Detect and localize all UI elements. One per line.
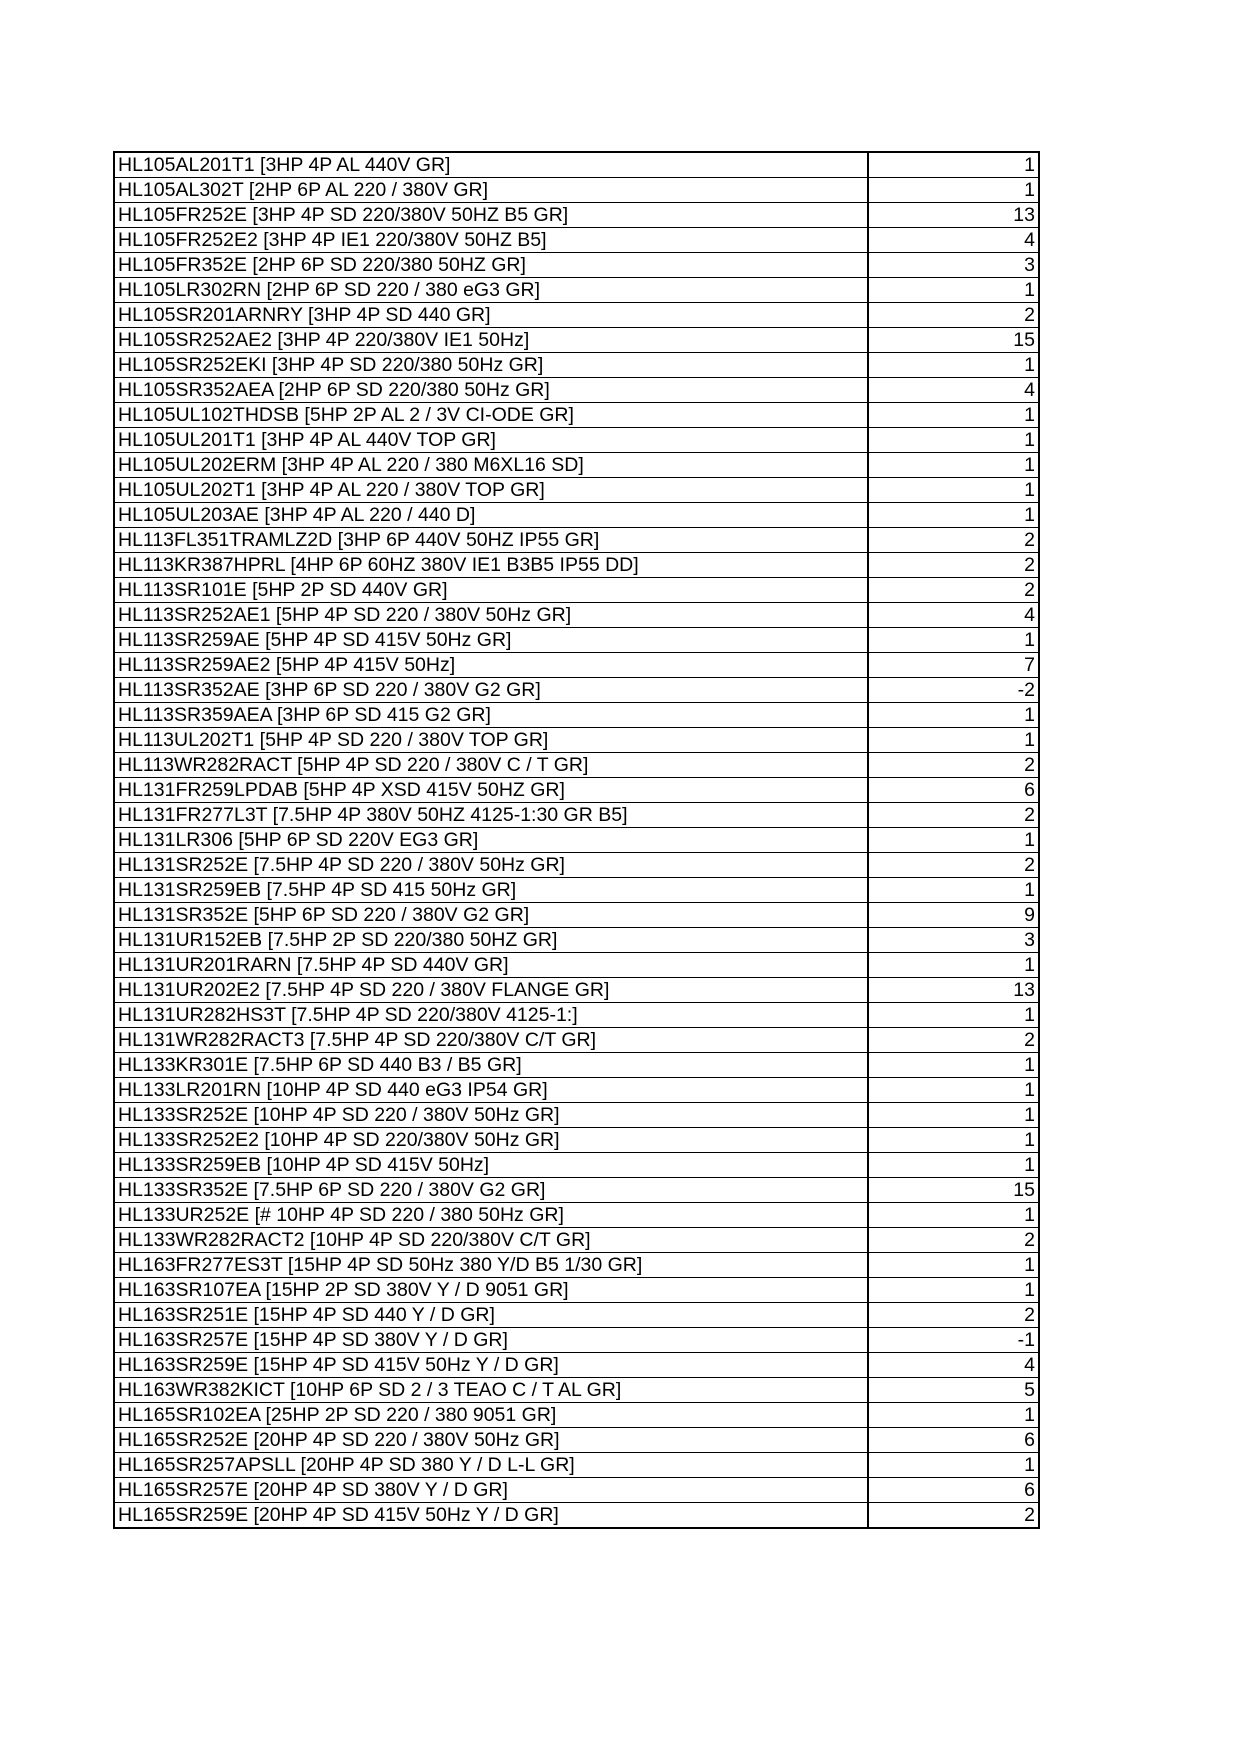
table-row bbox=[114, 1328, 1039, 1353]
table-row bbox=[114, 803, 1039, 828]
table-row bbox=[114, 1428, 1039, 1453]
item-description-cell: HL113SR101E [5HP 2P SD 440V GR] bbox=[114, 578, 868, 603]
quantity-cell: 1 bbox=[868, 1078, 1039, 1103]
quantity-cell: 6 bbox=[868, 778, 1039, 803]
quantity-cell: 1 bbox=[868, 1103, 1039, 1128]
item-description-cell: HL105AL302T [2HP 6P AL 220 / 380V GR] bbox=[114, 178, 868, 203]
inventory-table bbox=[113, 151, 1040, 1529]
item-description-cell: HL105AL201T1 [3HP 4P AL 440V GR] bbox=[114, 152, 868, 178]
item-description-cell: HL165SR259E [20HP 4P SD 415V 50Hz Y / D GR] bbox=[114, 1503, 868, 1529]
item-description-cell: HL105SR352AEA [2HP 6P SD 220/380 50Hz GR] bbox=[114, 378, 868, 403]
item-description-cell: HL165SR252E [20HP 4P SD 220 / 380V 50Hz GR] bbox=[114, 1428, 868, 1453]
item-description-cell: HL131WR282RACT3 [7.5HP 4P SD 220/380V C/T GR] bbox=[114, 1028, 868, 1053]
table-row bbox=[114, 528, 1039, 553]
quantity-cell: 1 bbox=[868, 278, 1039, 303]
table-row bbox=[114, 1128, 1039, 1153]
table-row bbox=[114, 603, 1039, 628]
table-row bbox=[114, 1078, 1039, 1103]
item-description-cell: HL133LR201RN [10HP 4P SD 440 eG3 IP54 GR] bbox=[114, 1078, 868, 1103]
item-description-cell: HL163WR382KICT [10HP 6P SD 2 / 3 TEAO C / T AL GR] bbox=[114, 1378, 868, 1403]
item-description-cell: HL165SR257APSLL [20HP 4P SD 380 Y / D L-L GR] bbox=[114, 1453, 868, 1478]
table-row bbox=[114, 1053, 1039, 1078]
quantity-cell: 4 bbox=[868, 603, 1039, 628]
table-row bbox=[114, 178, 1039, 203]
quantity-cell: 1 bbox=[868, 1403, 1039, 1428]
item-description-cell: HL105UL102THDSB [5HP 2P AL 2 / 3V CI-ODE GR] bbox=[114, 403, 868, 428]
table-row bbox=[114, 1103, 1039, 1128]
quantity-cell: 5 bbox=[868, 1378, 1039, 1403]
quantity-cell: 1 bbox=[868, 428, 1039, 453]
table-row bbox=[114, 653, 1039, 678]
quantity-cell: 2 bbox=[868, 1228, 1039, 1253]
table-row bbox=[114, 853, 1039, 878]
quantity-cell: 2 bbox=[868, 853, 1039, 878]
quantity-cell: 1 bbox=[868, 878, 1039, 903]
table-row bbox=[114, 578, 1039, 603]
quantity-cell: 1 bbox=[868, 728, 1039, 753]
quantity-cell: 2 bbox=[868, 1303, 1039, 1328]
item-description-cell: HL105UL202ERM [3HP 4P AL 220 / 380 M6XL16 SD] bbox=[114, 453, 868, 478]
item-description-cell: HL131LR306 [5HP 6P SD 220V EG3 GR] bbox=[114, 828, 868, 853]
quantity-cell: 2 bbox=[868, 1503, 1039, 1529]
table-row bbox=[114, 703, 1039, 728]
quantity-cell: 1 bbox=[868, 1153, 1039, 1178]
quantity-cell: 3 bbox=[868, 928, 1039, 953]
item-description-cell: HL105SR252EKI [3HP 4P SD 220/380 50Hz GR] bbox=[114, 353, 868, 378]
item-description-cell: HL105UL203AE [3HP 4P AL 220 / 440 D] bbox=[114, 503, 868, 528]
table-row bbox=[114, 1353, 1039, 1378]
quantity-cell: 1 bbox=[868, 953, 1039, 978]
item-description-cell: HL163SR251E [15HP 4P SD 440 Y / D GR] bbox=[114, 1303, 868, 1328]
quantity-cell: 1 bbox=[868, 453, 1039, 478]
table-row bbox=[114, 353, 1039, 378]
quantity-cell: 2 bbox=[868, 1028, 1039, 1053]
item-description-cell: HL113SR259AE [5HP 4P SD 415V 50Hz GR] bbox=[114, 628, 868, 653]
quantity-cell: 1 bbox=[868, 1053, 1039, 1078]
table-row bbox=[114, 1253, 1039, 1278]
item-description-cell: HL113SR359AEA [3HP 6P SD 415 G2 GR] bbox=[114, 703, 868, 728]
quantity-cell: 13 bbox=[868, 203, 1039, 228]
quantity-cell: 4 bbox=[868, 228, 1039, 253]
table-row bbox=[114, 152, 1039, 178]
item-description-cell: HL113KR387HPRL [4HP 6P 60HZ 380V IE1 B3B5 IP55 DD] bbox=[114, 553, 868, 578]
quantity-cell: 1 bbox=[868, 353, 1039, 378]
quantity-cell: 1 bbox=[868, 1278, 1039, 1303]
quantity-cell: 7 bbox=[868, 653, 1039, 678]
item-description-cell: HL163SR107EA [15HP 2P SD 380V Y / D 9051 GR] bbox=[114, 1278, 868, 1303]
quantity-cell: 15 bbox=[868, 1178, 1039, 1203]
quantity-cell: 2 bbox=[868, 528, 1039, 553]
item-description-cell: HL131FR259LPDAB [5HP 4P XSD 415V 50HZ GR] bbox=[114, 778, 868, 803]
item-description-cell: HL105SR201ARNRY [3HP 4P SD 440 GR] bbox=[114, 303, 868, 328]
table-row bbox=[114, 428, 1039, 453]
table-row bbox=[114, 1003, 1039, 1028]
item-description-cell: HL131UR282HS3T [7.5HP 4P SD 220/380V 4125-1:] bbox=[114, 1003, 868, 1028]
table-row bbox=[114, 1153, 1039, 1178]
item-description-cell: HL165SR102EA [25HP 2P SD 220 / 380 9051 GR] bbox=[114, 1403, 868, 1428]
quantity-cell: 2 bbox=[868, 553, 1039, 578]
item-description-cell: HL113FL351TRAMLZ2D [3HP 6P 440V 50HZ IP55 GR] bbox=[114, 528, 868, 553]
quantity-cell: 6 bbox=[868, 1428, 1039, 1453]
quantity-cell: 1 bbox=[868, 478, 1039, 503]
item-description-cell: HL163SR257E [15HP 4P SD 380V Y / D GR] bbox=[114, 1328, 868, 1353]
table-row bbox=[114, 728, 1039, 753]
table-row bbox=[114, 753, 1039, 778]
table-row bbox=[114, 1303, 1039, 1328]
table-row bbox=[114, 378, 1039, 403]
table-row bbox=[114, 553, 1039, 578]
quantity-cell: 1 bbox=[868, 152, 1039, 178]
table-row bbox=[114, 1228, 1039, 1253]
table-row bbox=[114, 953, 1039, 978]
table-row bbox=[114, 903, 1039, 928]
item-description-cell: HL133KR301E [7.5HP 6P SD 440 B3 / B5 GR] bbox=[114, 1053, 868, 1078]
item-description-cell: HL133SR252E [10HP 4P SD 220 / 380V 50Hz GR] bbox=[114, 1103, 868, 1128]
quantity-cell: 1 bbox=[868, 1203, 1039, 1228]
table-row bbox=[114, 878, 1039, 903]
quantity-cell: 15 bbox=[868, 328, 1039, 353]
quantity-cell: 3 bbox=[868, 253, 1039, 278]
item-description-cell: HL105UL201T1 [3HP 4P AL 440V TOP GR] bbox=[114, 428, 868, 453]
table-row bbox=[114, 403, 1039, 428]
table-row bbox=[114, 228, 1039, 253]
quantity-cell: 2 bbox=[868, 303, 1039, 328]
quantity-cell: 1 bbox=[868, 1453, 1039, 1478]
quantity-cell: 9 bbox=[868, 903, 1039, 928]
item-description-cell: HL105FR252E2 [3HP 4P IE1 220/380V 50HZ B5] bbox=[114, 228, 868, 253]
item-description-cell: HL105FR252E [3HP 4P SD 220/380V 50HZ B5 GR] bbox=[114, 203, 868, 228]
item-description-cell: HL105SR252AE2 [3HP 4P 220/380V IE1 50Hz] bbox=[114, 328, 868, 353]
item-description-cell: HL131UR202E2 [7.5HP 4P SD 220 / 380V FLANGE GR] bbox=[114, 978, 868, 1003]
quantity-cell: -1 bbox=[868, 1328, 1039, 1353]
item-description-cell: HL133WR282RACT2 [10HP 4P SD 220/380V C/T GR] bbox=[114, 1228, 868, 1253]
quantity-cell: 1 bbox=[868, 1003, 1039, 1028]
item-description-cell: HL131SR252E [7.5HP 4P SD 220 / 380V 50Hz GR] bbox=[114, 853, 868, 878]
quantity-cell: 1 bbox=[868, 178, 1039, 203]
quantity-cell: 1 bbox=[868, 628, 1039, 653]
quantity-cell: 1 bbox=[868, 703, 1039, 728]
item-description-cell: HL113SR352AE [3HP 6P SD 220 / 380V G2 GR] bbox=[114, 678, 868, 703]
table-row bbox=[114, 1028, 1039, 1053]
quantity-cell: 1 bbox=[868, 503, 1039, 528]
quantity-cell: -2 bbox=[868, 678, 1039, 703]
table-row bbox=[114, 678, 1039, 703]
item-description-cell: HL133UR252E [# 10HP 4P SD 220 / 380 50Hz GR] bbox=[114, 1203, 868, 1228]
quantity-cell: 4 bbox=[868, 1353, 1039, 1378]
table-row bbox=[114, 253, 1039, 278]
item-description-cell: HL133SR352E [7.5HP 6P SD 220 / 380V G2 GR] bbox=[114, 1178, 868, 1203]
table-row bbox=[114, 1203, 1039, 1228]
inventory-table-body bbox=[114, 152, 1039, 1528]
table-row bbox=[114, 978, 1039, 1003]
table-row bbox=[114, 1403, 1039, 1428]
item-description-cell: HL113WR282RACT [5HP 4P SD 220 / 380V C / T GR] bbox=[114, 753, 868, 778]
item-description-cell: HL131UR152EB [7.5HP 2P SD 220/380 50HZ GR] bbox=[114, 928, 868, 953]
table-row bbox=[114, 1178, 1039, 1203]
table-row bbox=[114, 778, 1039, 803]
table-row bbox=[114, 928, 1039, 953]
item-description-cell: HL113SR259AE2 [5HP 4P 415V 50Hz] bbox=[114, 653, 868, 678]
table-row bbox=[114, 828, 1039, 853]
table-row bbox=[114, 303, 1039, 328]
quantity-cell: 2 bbox=[868, 803, 1039, 828]
item-description-cell: HL105FR352E [2HP 6P SD 220/380 50HZ GR] bbox=[114, 253, 868, 278]
item-description-cell: HL113UL202T1 [5HP 4P SD 220 / 380V TOP GR] bbox=[114, 728, 868, 753]
quantity-cell: 1 bbox=[868, 1128, 1039, 1153]
quantity-cell: 13 bbox=[868, 978, 1039, 1003]
table-row bbox=[114, 1503, 1039, 1529]
item-description-cell: HL131FR277L3T [7.5HP 4P 380V 50HZ 4125-1:30 GR B5] bbox=[114, 803, 868, 828]
item-description-cell: HL105UL202T1 [3HP 4P AL 220 / 380V TOP GR] bbox=[114, 478, 868, 503]
item-description-cell: HL131SR259EB [7.5HP 4P SD 415 50Hz GR] bbox=[114, 878, 868, 903]
quantity-cell: 1 bbox=[868, 1253, 1039, 1278]
quantity-cell: 1 bbox=[868, 828, 1039, 853]
table-row bbox=[114, 478, 1039, 503]
table-row bbox=[114, 453, 1039, 478]
table-row bbox=[114, 1378, 1039, 1403]
quantity-cell: 2 bbox=[868, 578, 1039, 603]
item-description-cell: HL133SR259EB [10HP 4P SD 415V 50Hz] bbox=[114, 1153, 868, 1178]
table-row bbox=[114, 1478, 1039, 1503]
quantity-cell: 4 bbox=[868, 378, 1039, 403]
table-row bbox=[114, 628, 1039, 653]
item-description-cell: HL163SR259E [15HP 4P SD 415V 50Hz Y / D GR] bbox=[114, 1353, 868, 1378]
quantity-cell: 1 bbox=[868, 403, 1039, 428]
table-row bbox=[114, 503, 1039, 528]
item-description-cell: HL131UR201RARN [7.5HP 4P SD 440V GR] bbox=[114, 953, 868, 978]
table-row bbox=[114, 1278, 1039, 1303]
table-row bbox=[114, 278, 1039, 303]
item-description-cell: HL165SR257E [20HP 4P SD 380V Y / D GR] bbox=[114, 1478, 868, 1503]
table-row bbox=[114, 1453, 1039, 1478]
item-description-cell: HL113SR252AE1 [5HP 4P SD 220 / 380V 50Hz GR] bbox=[114, 603, 868, 628]
table-row bbox=[114, 328, 1039, 353]
item-description-cell: HL105LR302RN [2HP 6P SD 220 / 380 eG3 GR] bbox=[114, 278, 868, 303]
quantity-cell: 2 bbox=[868, 753, 1039, 778]
item-description-cell: HL131SR352E [5HP 6P SD 220 / 380V G2 GR] bbox=[114, 903, 868, 928]
quantity-cell: 6 bbox=[868, 1478, 1039, 1503]
item-description-cell: HL133SR252E2 [10HP 4P SD 220/380V 50Hz GR] bbox=[114, 1128, 868, 1153]
table-row bbox=[114, 203, 1039, 228]
item-description-cell: HL163FR277ES3T [15HP 4P SD 50Hz 380 Y/D B5 1/30 GR] bbox=[114, 1253, 868, 1278]
